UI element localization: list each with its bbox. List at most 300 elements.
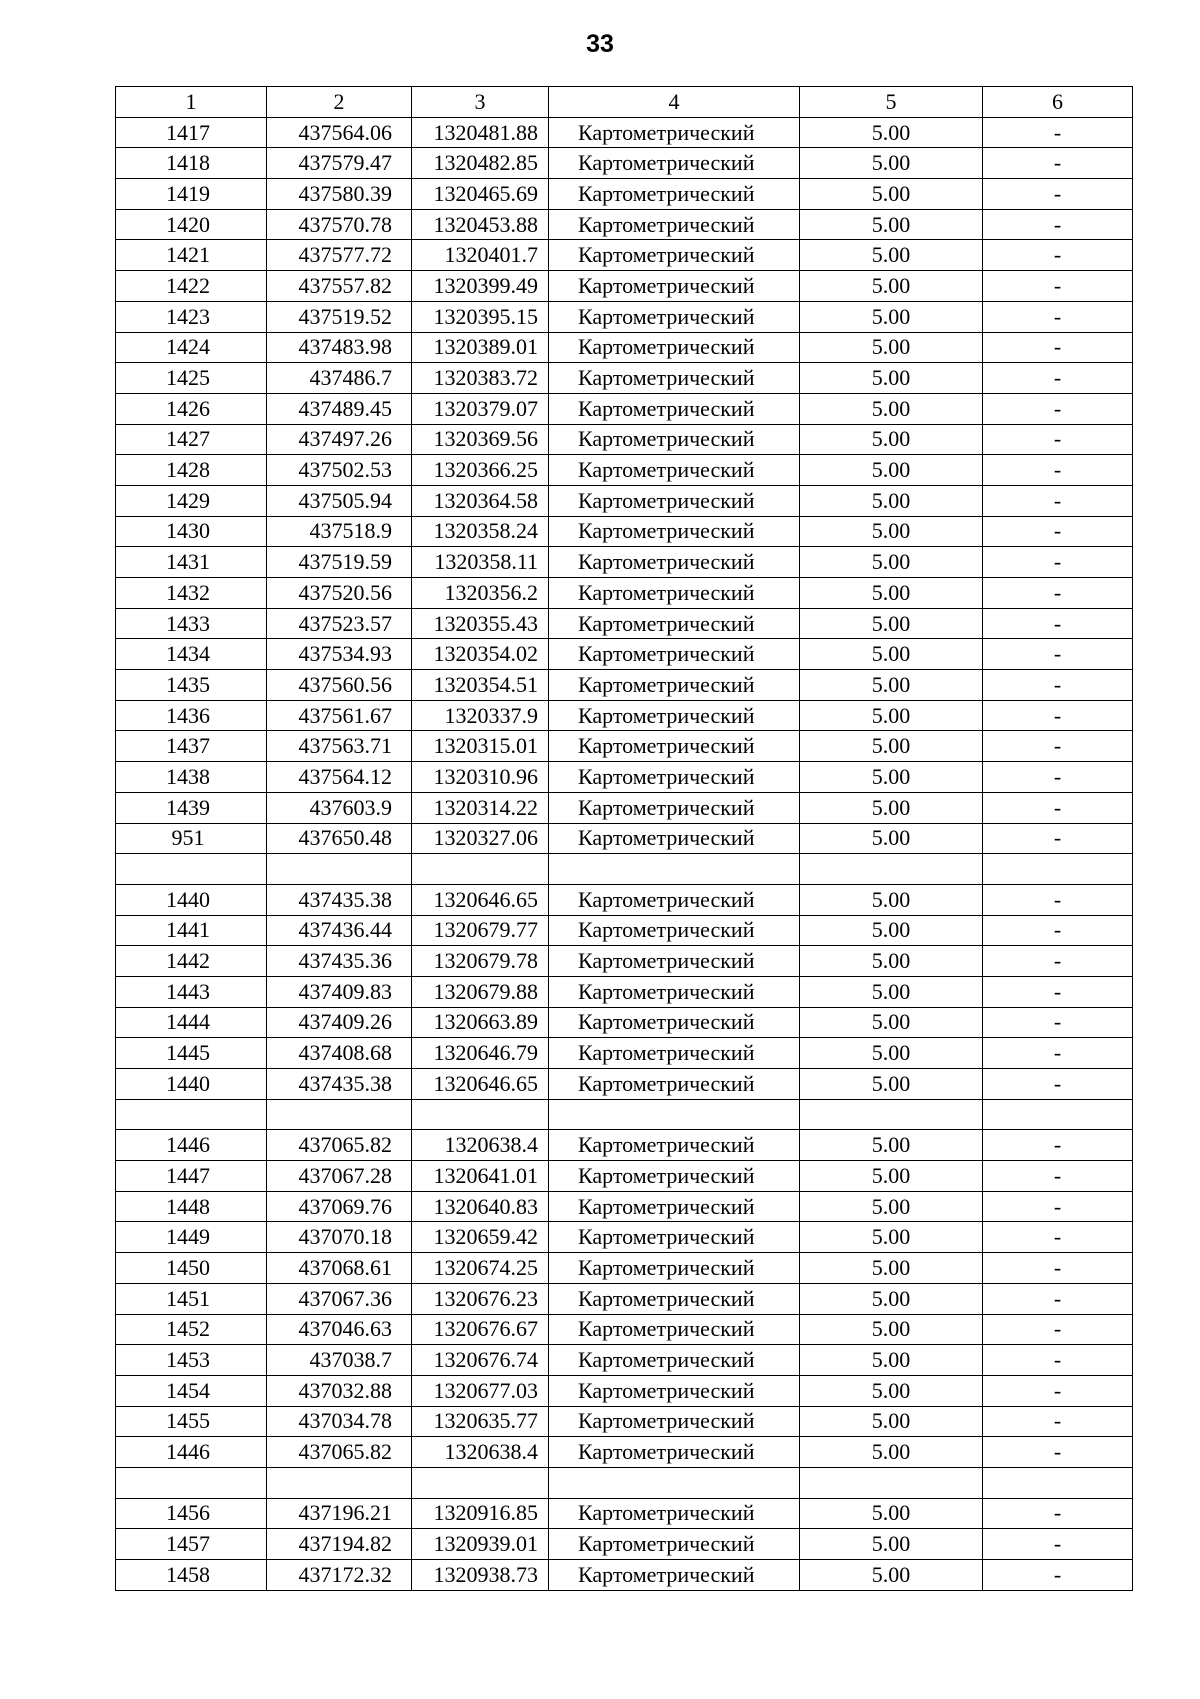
accuracy-cell: 5.00 xyxy=(800,301,983,332)
table-row xyxy=(116,1161,1133,1192)
y-coordinate-cell: 1320635.77 xyxy=(412,1406,549,1437)
accuracy-cell: 5.00 xyxy=(800,1069,983,1100)
point-number-cell: 1457 xyxy=(116,1529,267,1560)
x-coordinate-cell: 437032.88 xyxy=(267,1375,412,1406)
accuracy-cell: 5.00 xyxy=(800,1345,983,1376)
x-coordinate-cell: 437489.45 xyxy=(267,393,412,424)
y-coordinate-cell: 1320939.01 xyxy=(412,1529,549,1560)
method-cell: Картометрический xyxy=(549,148,800,179)
x-coordinate-cell: 437564.06 xyxy=(267,117,412,148)
x-coordinate-cell: 437650.48 xyxy=(267,823,412,854)
note-cell: - xyxy=(983,578,1133,609)
point-number-cell: 1420 xyxy=(116,209,267,240)
accuracy-cell: 5.00 xyxy=(800,332,983,363)
accuracy-cell: 5.00 xyxy=(800,1437,983,1468)
x-coordinate-cell: 437483.98 xyxy=(267,332,412,363)
accuracy-cell: 5.00 xyxy=(800,578,983,609)
accuracy-cell: 5.00 xyxy=(800,1529,983,1560)
table-row xyxy=(116,1222,1133,1253)
table-row xyxy=(116,516,1133,547)
accuracy-cell xyxy=(800,854,983,885)
x-coordinate-cell: 437409.26 xyxy=(267,1007,412,1038)
accuracy-cell: 5.00 xyxy=(800,823,983,854)
accuracy-cell: 5.00 xyxy=(800,1283,983,1314)
point-number-cell: 1435 xyxy=(116,670,267,701)
point-number-cell: 1454 xyxy=(116,1375,267,1406)
table-row xyxy=(116,547,1133,578)
x-coordinate-cell: 437435.38 xyxy=(267,1069,412,1100)
y-coordinate-cell: 1320310.96 xyxy=(412,762,549,793)
method-cell: Картометрический xyxy=(549,393,800,424)
point-number-cell: 1452 xyxy=(116,1314,267,1345)
separator-row xyxy=(116,1099,1133,1130)
y-coordinate-cell: 1320646.65 xyxy=(412,884,549,915)
y-coordinate-cell: 1320315.01 xyxy=(412,731,549,762)
y-coordinate-cell: 1320354.02 xyxy=(412,639,549,670)
method-cell: Картометрический xyxy=(549,700,800,731)
y-coordinate-cell: 1320938.73 xyxy=(412,1560,549,1591)
y-coordinate-cell: 1320369.56 xyxy=(412,424,549,455)
note-cell: - xyxy=(983,946,1133,977)
x-coordinate-cell: 437486.7 xyxy=(267,363,412,394)
method-cell: Картометрический xyxy=(549,1007,800,1038)
x-coordinate-cell: 437034.78 xyxy=(267,1406,412,1437)
point-number-cell: 1427 xyxy=(116,424,267,455)
point-number-cell: 1448 xyxy=(116,1191,267,1222)
x-coordinate-cell: 437519.52 xyxy=(267,301,412,332)
point-number-cell: 1434 xyxy=(116,639,267,670)
table-row xyxy=(116,271,1133,302)
y-coordinate-cell: 1320663.89 xyxy=(412,1007,549,1038)
note-cell xyxy=(983,1099,1133,1130)
note-cell: - xyxy=(983,1498,1133,1529)
point-number-cell: 1449 xyxy=(116,1222,267,1253)
point-number-cell: 1424 xyxy=(116,332,267,363)
note-cell: - xyxy=(983,1406,1133,1437)
table-row xyxy=(116,424,1133,455)
method-cell: Картометрический xyxy=(549,823,800,854)
method-cell: Картометрический xyxy=(549,363,800,394)
header-cell: 6 xyxy=(983,87,1133,118)
table-row xyxy=(116,762,1133,793)
y-coordinate-cell: 1320364.58 xyxy=(412,485,549,516)
note-cell: - xyxy=(983,301,1133,332)
method-cell: Картометрический xyxy=(549,670,800,701)
point-number-cell: 1446 xyxy=(116,1130,267,1161)
y-coordinate-cell: 1320465.69 xyxy=(412,179,549,210)
table-row xyxy=(116,1069,1133,1100)
x-coordinate-cell xyxy=(267,1467,412,1498)
table-row xyxy=(116,1283,1133,1314)
note-cell: - xyxy=(983,179,1133,210)
method-cell: Картометрический xyxy=(549,884,800,915)
note-cell: - xyxy=(983,823,1133,854)
x-coordinate-cell: 437497.26 xyxy=(267,424,412,455)
accuracy-cell: 5.00 xyxy=(800,1375,983,1406)
x-coordinate-cell: 437563.71 xyxy=(267,731,412,762)
accuracy-cell: 5.00 xyxy=(800,1406,983,1437)
point-number-cell: 1440 xyxy=(116,884,267,915)
y-coordinate-cell: 1320481.88 xyxy=(412,117,549,148)
method-cell: Картометрический xyxy=(549,946,800,977)
note-cell: - xyxy=(983,1283,1133,1314)
method-cell: Картометрический xyxy=(549,1560,800,1591)
method-cell: Картометрический xyxy=(549,1191,800,1222)
note-cell: - xyxy=(983,1007,1133,1038)
point-number-cell: 1445 xyxy=(116,1038,267,1069)
x-coordinate-cell: 437065.82 xyxy=(267,1130,412,1161)
accuracy-cell: 5.00 xyxy=(800,915,983,946)
table-row xyxy=(116,884,1133,915)
note-cell: - xyxy=(983,117,1133,148)
table-row xyxy=(116,639,1133,670)
x-coordinate-cell: 437519.59 xyxy=(267,547,412,578)
accuracy-cell: 5.00 xyxy=(800,179,983,210)
method-cell: Картометрический xyxy=(549,578,800,609)
point-number-cell: 1442 xyxy=(116,946,267,977)
method-cell: Картометрический xyxy=(549,1375,800,1406)
y-coordinate-cell: 1320679.77 xyxy=(412,915,549,946)
y-coordinate-cell: 1320366.25 xyxy=(412,455,549,486)
note-cell: - xyxy=(983,1191,1133,1222)
method-cell: Картометрический xyxy=(549,915,800,946)
x-coordinate-cell: 437436.44 xyxy=(267,915,412,946)
note-cell: - xyxy=(983,1314,1133,1345)
accuracy-cell: 5.00 xyxy=(800,731,983,762)
note-cell: - xyxy=(983,884,1133,915)
method-cell: Картометрический xyxy=(549,1498,800,1529)
x-coordinate-cell: 437435.36 xyxy=(267,946,412,977)
separator-row xyxy=(116,1467,1133,1498)
y-coordinate-cell: 1320399.49 xyxy=(412,271,549,302)
y-coordinate-cell: 1320355.43 xyxy=(412,608,549,639)
note-cell: - xyxy=(983,670,1133,701)
point-number-cell: 1432 xyxy=(116,578,267,609)
method-cell: Картометрический xyxy=(549,1283,800,1314)
y-coordinate-cell: 1320314.22 xyxy=(412,792,549,823)
x-coordinate-cell: 437505.94 xyxy=(267,485,412,516)
point-number-cell: 1440 xyxy=(116,1069,267,1100)
y-coordinate-cell: 1320646.79 xyxy=(412,1038,549,1069)
x-coordinate-cell: 437046.63 xyxy=(267,1314,412,1345)
method-cell: Картометрический xyxy=(549,332,800,363)
point-number-cell: 1422 xyxy=(116,271,267,302)
accuracy-cell: 5.00 xyxy=(800,271,983,302)
y-coordinate-cell: 1320453.88 xyxy=(412,209,549,240)
note-cell: - xyxy=(983,424,1133,455)
x-coordinate-cell: 437560.56 xyxy=(267,670,412,701)
accuracy-cell: 5.00 xyxy=(800,455,983,486)
note-cell: - xyxy=(983,363,1133,394)
table-row xyxy=(116,915,1133,946)
accuracy-cell: 5.00 xyxy=(800,762,983,793)
note-cell: - xyxy=(983,209,1133,240)
table-row xyxy=(116,1560,1133,1591)
accuracy-cell: 5.00 xyxy=(800,1314,983,1345)
x-coordinate-cell xyxy=(267,1099,412,1130)
x-coordinate-cell: 437069.76 xyxy=(267,1191,412,1222)
note-cell: - xyxy=(983,792,1133,823)
table-row xyxy=(116,1038,1133,1069)
point-number-cell: 1439 xyxy=(116,792,267,823)
accuracy-cell: 5.00 xyxy=(800,1222,983,1253)
accuracy-cell: 5.00 xyxy=(800,1253,983,1284)
table-row xyxy=(116,301,1133,332)
table-row xyxy=(116,1498,1133,1529)
header-cell: 1 xyxy=(116,87,267,118)
note-cell: - xyxy=(983,1130,1133,1161)
note-cell: - xyxy=(983,1038,1133,1069)
table-row xyxy=(116,1314,1133,1345)
note-cell: - xyxy=(983,915,1133,946)
note-cell: - xyxy=(983,485,1133,516)
x-coordinate-cell: 437172.32 xyxy=(267,1560,412,1591)
accuracy-cell: 5.00 xyxy=(800,547,983,578)
method-cell: Картометрический xyxy=(549,762,800,793)
note-cell: - xyxy=(983,1069,1133,1100)
point-number-cell: 1428 xyxy=(116,455,267,486)
y-coordinate-cell: 1320676.74 xyxy=(412,1345,549,1376)
accuracy-cell: 5.00 xyxy=(800,1191,983,1222)
y-coordinate-cell: 1320676.23 xyxy=(412,1283,549,1314)
note-cell: - xyxy=(983,1345,1133,1376)
point-number-cell: 1418 xyxy=(116,148,267,179)
note-cell: - xyxy=(983,1222,1133,1253)
method-cell: Картометрический xyxy=(549,976,800,1007)
y-coordinate-cell: 1320337.9 xyxy=(412,700,549,731)
accuracy-cell xyxy=(800,1467,983,1498)
accuracy-cell: 5.00 xyxy=(800,1560,983,1591)
accuracy-cell: 5.00 xyxy=(800,792,983,823)
table-row xyxy=(116,1529,1133,1560)
note-cell: - xyxy=(983,1375,1133,1406)
table-row xyxy=(116,1345,1133,1376)
method-cell: Картометрический xyxy=(549,547,800,578)
table-row xyxy=(116,148,1133,179)
x-coordinate-cell: 437065.82 xyxy=(267,1437,412,1468)
note-cell: - xyxy=(983,639,1133,670)
header-cell: 4 xyxy=(549,87,800,118)
x-coordinate-cell: 437561.67 xyxy=(267,700,412,731)
y-coordinate-cell: 1320646.65 xyxy=(412,1069,549,1100)
y-coordinate-cell: 1320659.42 xyxy=(412,1222,549,1253)
accuracy-cell: 5.00 xyxy=(800,1038,983,1069)
table-row xyxy=(116,946,1133,977)
point-number-cell: 1443 xyxy=(116,976,267,1007)
y-coordinate-cell xyxy=(412,854,549,885)
method-cell: Картометрический xyxy=(549,1222,800,1253)
method-cell: Картометрический xyxy=(549,516,800,547)
x-coordinate-cell: 437408.68 xyxy=(267,1038,412,1069)
point-number-cell: 1447 xyxy=(116,1161,267,1192)
point-number-cell: 1450 xyxy=(116,1253,267,1284)
y-coordinate-cell: 1320916.85 xyxy=(412,1498,549,1529)
method-cell: Картометрический xyxy=(549,209,800,240)
method-cell: Картометрический xyxy=(549,731,800,762)
point-number-cell: 1429 xyxy=(116,485,267,516)
point-number-cell: 1421 xyxy=(116,240,267,271)
accuracy-cell: 5.00 xyxy=(800,363,983,394)
y-coordinate-cell: 1320358.24 xyxy=(412,516,549,547)
point-number-cell: 1436 xyxy=(116,700,267,731)
note-cell: - xyxy=(983,332,1133,363)
table-row xyxy=(116,731,1133,762)
y-coordinate-cell: 1320389.01 xyxy=(412,332,549,363)
note-cell: - xyxy=(983,1161,1133,1192)
table-body xyxy=(116,117,1133,1590)
method-cell: Картометрический xyxy=(549,301,800,332)
method-cell: Картометрический xyxy=(549,639,800,670)
method-cell: Картометрический xyxy=(549,792,800,823)
table-row xyxy=(116,1437,1133,1468)
table-row xyxy=(116,670,1133,701)
x-coordinate-cell: 437409.83 xyxy=(267,976,412,1007)
table-row xyxy=(116,332,1133,363)
accuracy-cell: 5.00 xyxy=(800,884,983,915)
point-number-cell: 951 xyxy=(116,823,267,854)
accuracy-cell: 5.00 xyxy=(800,700,983,731)
method-cell: Картометрический xyxy=(549,1161,800,1192)
table-row xyxy=(116,179,1133,210)
accuracy-cell: 5.00 xyxy=(800,485,983,516)
point-number-cell: 1451 xyxy=(116,1283,267,1314)
method-cell: Картометрический xyxy=(549,1406,800,1437)
point-number-cell: 1431 xyxy=(116,547,267,578)
x-coordinate-cell: 437070.18 xyxy=(267,1222,412,1253)
x-coordinate-cell xyxy=(267,854,412,885)
y-coordinate-cell: 1320641.01 xyxy=(412,1161,549,1192)
y-coordinate-cell xyxy=(412,1099,549,1130)
point-number-cell: 1437 xyxy=(116,731,267,762)
method-cell: Картометрический xyxy=(549,455,800,486)
point-number-cell: 1426 xyxy=(116,393,267,424)
table-row xyxy=(116,455,1133,486)
note-cell: - xyxy=(983,1253,1133,1284)
coordinates-table xyxy=(115,86,1133,1591)
x-coordinate-cell: 437579.47 xyxy=(267,148,412,179)
x-coordinate-cell: 437603.9 xyxy=(267,792,412,823)
y-coordinate-cell: 1320640.83 xyxy=(412,1191,549,1222)
note-cell: - xyxy=(983,976,1133,1007)
y-coordinate-cell: 1320383.72 xyxy=(412,363,549,394)
y-coordinate-cell: 1320677.03 xyxy=(412,1375,549,1406)
method-cell: Картометрический xyxy=(549,424,800,455)
x-coordinate-cell: 437194.82 xyxy=(267,1529,412,1560)
note-cell: - xyxy=(983,547,1133,578)
x-coordinate-cell: 437502.53 xyxy=(267,455,412,486)
table-row xyxy=(116,117,1133,148)
accuracy-cell: 5.00 xyxy=(800,670,983,701)
accuracy-cell: 5.00 xyxy=(800,639,983,670)
accuracy-cell: 5.00 xyxy=(800,424,983,455)
x-coordinate-cell: 437038.7 xyxy=(267,1345,412,1376)
y-coordinate-cell: 1320679.88 xyxy=(412,976,549,1007)
header-cell: 5 xyxy=(800,87,983,118)
note-cell: - xyxy=(983,700,1133,731)
point-number-cell: 1456 xyxy=(116,1498,267,1529)
y-coordinate-cell: 1320327.06 xyxy=(412,823,549,854)
accuracy-cell: 5.00 xyxy=(800,976,983,1007)
header-cell: 3 xyxy=(412,87,549,118)
method-cell: Картометрический xyxy=(549,1130,800,1161)
table-row xyxy=(116,700,1133,731)
method-cell: Картометрический xyxy=(549,117,800,148)
note-cell: - xyxy=(983,240,1133,271)
accuracy-cell: 5.00 xyxy=(800,117,983,148)
table-row xyxy=(116,1375,1133,1406)
point-number-cell: 1419 xyxy=(116,179,267,210)
note-cell: - xyxy=(983,608,1133,639)
method-cell: Картометрический xyxy=(549,271,800,302)
table-row xyxy=(116,1253,1133,1284)
y-coordinate-cell: 1320674.25 xyxy=(412,1253,549,1284)
point-number-cell: 1433 xyxy=(116,608,267,639)
point-number-cell: 1441 xyxy=(116,915,267,946)
separator-row xyxy=(116,854,1133,885)
x-coordinate-cell: 437557.82 xyxy=(267,271,412,302)
accuracy-cell: 5.00 xyxy=(800,393,983,424)
table-row xyxy=(116,792,1133,823)
x-coordinate-cell: 437435.38 xyxy=(267,884,412,915)
table-header xyxy=(116,87,1133,118)
y-coordinate-cell: 1320638.4 xyxy=(412,1130,549,1161)
y-coordinate-cell xyxy=(412,1467,549,1498)
accuracy-cell: 5.00 xyxy=(800,148,983,179)
accuracy-cell: 5.00 xyxy=(800,240,983,271)
note-cell xyxy=(983,1467,1133,1498)
y-coordinate-cell: 1320356.2 xyxy=(412,578,549,609)
x-coordinate-cell: 437196.21 xyxy=(267,1498,412,1529)
y-coordinate-cell: 1320354.51 xyxy=(412,670,549,701)
point-number-cell: 1446 xyxy=(116,1437,267,1468)
note-cell: - xyxy=(983,731,1133,762)
point-number-cell: 1423 xyxy=(116,301,267,332)
accuracy-cell: 5.00 xyxy=(800,608,983,639)
y-coordinate-cell: 1320676.67 xyxy=(412,1314,549,1345)
point-number-cell: 1444 xyxy=(116,1007,267,1038)
x-coordinate-cell: 437068.61 xyxy=(267,1253,412,1284)
table-row xyxy=(116,578,1133,609)
table-row xyxy=(116,209,1133,240)
point-number-cell: 1453 xyxy=(116,1345,267,1376)
header-row xyxy=(116,87,1133,118)
table-row xyxy=(116,363,1133,394)
point-number-cell xyxy=(116,1099,267,1130)
point-number-cell: 1425 xyxy=(116,363,267,394)
method-cell: Картометрический xyxy=(549,179,800,210)
header-cell: 2 xyxy=(267,87,412,118)
method-cell: Картометрический xyxy=(549,485,800,516)
y-coordinate-cell: 1320401.7 xyxy=(412,240,549,271)
y-coordinate-cell: 1320358.11 xyxy=(412,547,549,578)
x-coordinate-cell: 437580.39 xyxy=(267,179,412,210)
accuracy-cell: 5.00 xyxy=(800,209,983,240)
method-cell xyxy=(549,1099,800,1130)
x-coordinate-cell: 437520.56 xyxy=(267,578,412,609)
note-cell xyxy=(983,854,1133,885)
table-row xyxy=(116,240,1133,271)
accuracy-cell: 5.00 xyxy=(800,1161,983,1192)
x-coordinate-cell: 437570.78 xyxy=(267,209,412,240)
table-row xyxy=(116,823,1133,854)
x-coordinate-cell: 437577.72 xyxy=(267,240,412,271)
y-coordinate-cell: 1320638.4 xyxy=(412,1437,549,1468)
accuracy-cell: 5.00 xyxy=(800,1130,983,1161)
x-coordinate-cell: 437534.93 xyxy=(267,639,412,670)
note-cell: - xyxy=(983,516,1133,547)
point-number-cell: 1458 xyxy=(116,1560,267,1591)
method-cell: Картометрический xyxy=(549,1345,800,1376)
